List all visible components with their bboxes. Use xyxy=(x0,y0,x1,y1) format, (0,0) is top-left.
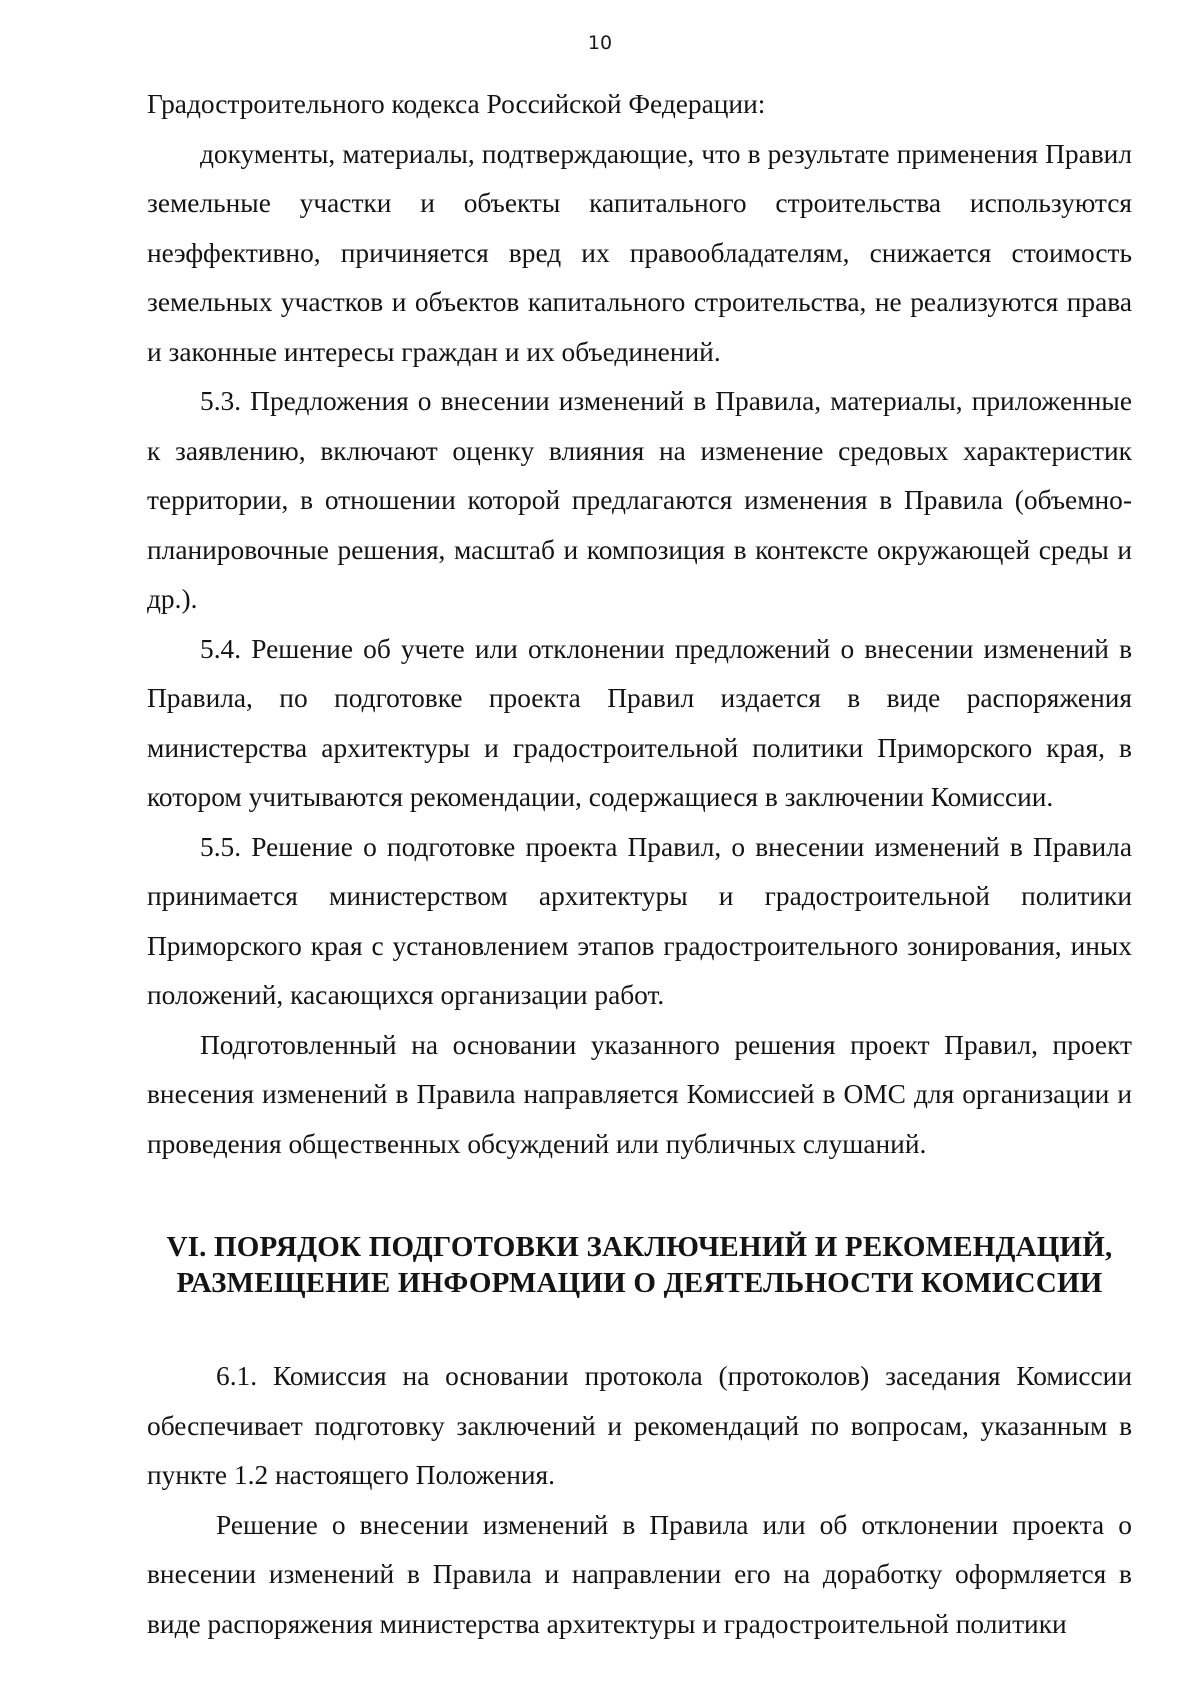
paragraph-5-5: 5.5. Решение о подготовке проекта Правил, о внесении изменений в Правила принимается министерством архитектуры и градостроительной политики Приморского края с установлением этапов градостроительного зонирования, иных положений, касающихся организации работ. xyxy=(147,831,1132,1010)
section-heading xyxy=(147,1229,1132,1301)
paragraph-5-4: 5.4. Решение об учете или отклонении предложений о внесении изменений в Правила, по подготовке проекта Правил издается в виде распоряжения министерства архитектуры и градостроительной политики Приморского края, в котором учитываются рекомендации, содержащиеся в заключении Комиссии. xyxy=(147,633,1132,812)
paragraph-prepared-project: Подготовленный на основании указанного решения проект Правил, проект внесения изменений в Правила направляется Комиссией в ОМС для организации и проведения общественных обсуждений или публичных слушаний. xyxy=(147,1029,1132,1159)
section-heading-line-2: РАЗМЕЩЕНИЕ ИНФОРМАЦИИ О ДЕЯТЕЛЬНОСТИ КОМИССИИ xyxy=(176,1267,1103,1299)
page-number: 10 xyxy=(587,32,613,54)
paragraph-5-3: 5.3. Предложения о внесении изменений в Правила, материалы, приложенные к заявлению, включают оценку влияния на изменение средовых характеристик территории, в отношении которой предлагаются изменения в Правила (объемно-планировочные решения, масштаб и композиция в контексте окружающей среды и др.). xyxy=(147,386,1132,614)
paragraph-continuation: Градостроительного кодекса Российской Федерации: xyxy=(147,89,766,119)
paragraph-decision: Решение о внесении изменений в Правила или об отклонении проекта о внесении изменений в Правила и направлении его на доработку оформляется в виде распоряжения министерства архитектуры и градостроительной политики xyxy=(147,1509,1132,1639)
document-body xyxy=(147,80,1132,1649)
paragraph-documents: документы, материалы, подтверждающие, что в результате применения Правил земельные участки и объекты капитального строительства используются неэффективно, причиняется вред их правообладателям, снижается стоимость земельных участков и объектов капитального строительства, не реализуются права и законные интересы граждан и их объединений. xyxy=(147,138,1132,367)
paragraph-6-1: 6.1. Комиссия на основании протокола (протоколов) заседания Комиссии обеспечивает подготовку заключений и рекомендаций по вопросам, указанным в пункте 1.2 настоящего Положения. xyxy=(147,1361,1132,1490)
section-heading-line-1: VI. ПОРЯДОК ПОДГОТОВКИ ЗАКЛЮЧЕНИЙ И РЕКОМЕНДАЦИЙ, xyxy=(166,1231,1113,1263)
